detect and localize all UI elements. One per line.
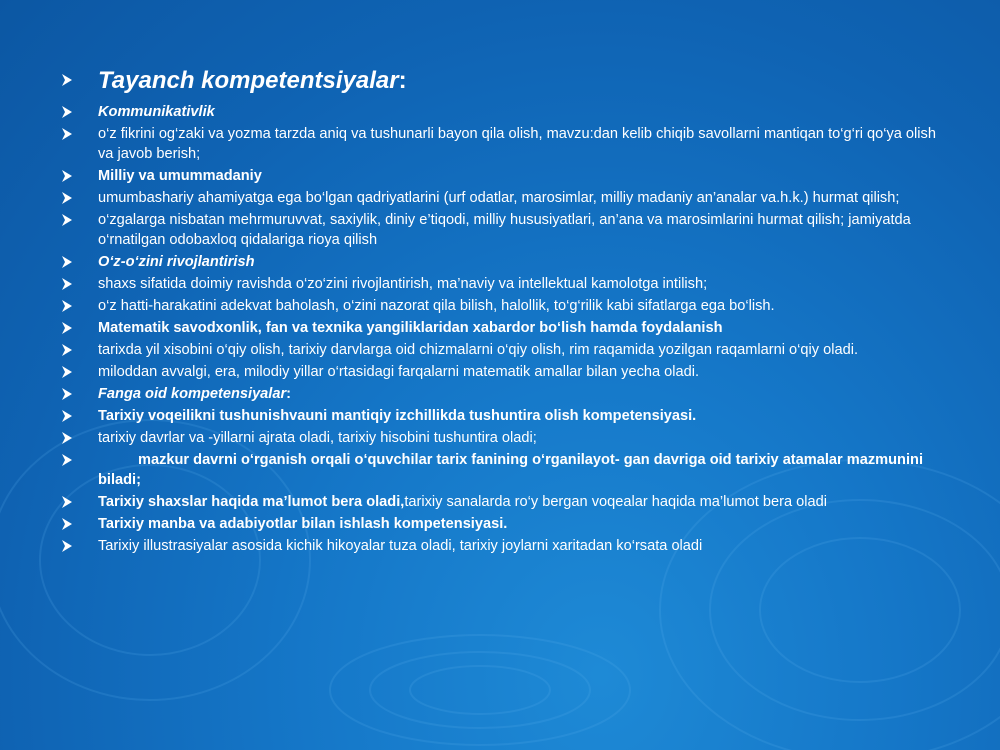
list-item — [60, 362, 940, 382]
list-item-text: tarixda yil xisobini o‘qiy olish, tarixiy darvlarga oid chizmalarni o‘qiy olish, rim raqamida yozilgan raqamlarni o‘qiy oladi. — [98, 342, 859, 358]
list-item-text: Tarixiy manba va adabiyotlar bilan ishlash kompetensiyasi. — [98, 516, 508, 532]
arrow-bullet-icon — [60, 168, 74, 184]
arrow-bullet-icon — [60, 276, 74, 292]
list-item — [60, 124, 940, 164]
list-item — [60, 428, 940, 448]
list-item — [60, 450, 940, 490]
list-item-text: Tarixiy illustrasiyalar asosida kichik hikoyalar tuza oladi, tarixiy joylarni xaritadan ko‘rsata oladi — [98, 538, 703, 554]
arrow-bullet-icon — [60, 494, 74, 510]
list-item-text: Matematik savodxonlik, fan va texnika yangiliklaridan xabardor bo‘lish hamda foydalanish — [98, 320, 723, 336]
list-item — [60, 536, 940, 556]
slide-title: Tayanch kompetentsiyalar: — [60, 66, 940, 96]
list-item-text: Milliy va umummadaniy — [98, 168, 262, 184]
list-item — [60, 318, 940, 338]
arrow-bullet-icon — [60, 254, 74, 270]
list-item — [60, 102, 940, 122]
list-item-text: Fanga oid kompetensiyalar: — [98, 386, 292, 402]
list-item — [60, 252, 940, 272]
list-item-text: umumbashariy ahamiyatga ega bo‘lgan qadriyatlarini (urf odatlar, marosimlar, milliy madaniy an’analar va.h.k.) hurmat qilish; — [98, 190, 900, 206]
list-item — [60, 384, 940, 404]
arrow-bullet-icon — [60, 126, 74, 142]
list-item — [60, 166, 940, 186]
list-item — [60, 210, 940, 250]
list-item-text: O‘z-o‘zini rivojlantirish — [98, 254, 255, 270]
arrow-bullet-icon — [60, 538, 74, 554]
list-item — [60, 274, 940, 294]
arrow-bullet-icon — [60, 298, 74, 314]
arrow-bullet-icon — [60, 452, 74, 468]
list-item-text: shaxs sifatida doimiy ravishda o‘zo‘zini rivojlantirish, ma’naviy va intellektual kamolotga intilish; — [98, 276, 708, 292]
list-item — [60, 188, 940, 208]
arrow-bullet-icon — [60, 364, 74, 380]
list-item-text: tarixiy davrlar va -yillarni ajrata oladi, tarixiy hisobini tushuntira oladi; — [98, 430, 537, 446]
list-item — [60, 296, 940, 316]
list-item — [60, 340, 940, 360]
list-item — [60, 492, 940, 512]
list-item-text: o‘zgalarga nisbatan mehrmuruvvat, saxiylik, diniy e’tiqodi, milliy hususiyatlari, an’ana va marosimlarini hurmat qilish; jamiyatda o‘rnatilgan odobaxloq qidalariga rioya qilish — [98, 212, 911, 248]
arrow-bullet-icon — [60, 212, 74, 228]
list-item-text: miloddan avvalgi, era, milodiy yillar o‘rtasidagi farqalarni matematik amallar bilan yecha oladi. — [98, 364, 700, 380]
list-item-text: o‘z fikrini og‘zaki va yozma tarzda aniq va tushunarli bayon qila olish, mavzu:dan kelib chiqib savollarni mantiqan to‘g‘ri qo‘ya olish va javob berish; — [98, 126, 936, 162]
list-item-text: Kommunikativlik — [98, 104, 215, 120]
list-item — [60, 514, 940, 534]
arrow-bullet-icon — [60, 408, 74, 424]
arrow-bullet-icon — [60, 104, 74, 120]
list-item-text: Tarixiy shaxslar haqida ma’lumot bera oladi,tarixiy sanalarda ro‘y bergan voqealar haqida ma’lumot bera oladi — [98, 494, 827, 510]
list-item-text: Tarixiy voqeilikni tushunishvauni mantiqiy izchillikda tushuntira olish kompetensiyasi. — [98, 408, 697, 424]
arrow-bullet-icon — [60, 190, 74, 206]
list-item — [60, 406, 940, 426]
arrow-bullet-icon — [60, 430, 74, 446]
arrow-bullet-icon — [60, 516, 74, 532]
list-item-text: mazkur davrni o‘rganish orqali o‘quvchilar tarix fanining o‘rganilayot- gan davriga oid tarixiy atamalar mazmunini biladi; — [98, 452, 923, 488]
arrow-bullet-icon — [60, 72, 74, 88]
arrow-bullet-icon — [60, 386, 74, 402]
arrow-bullet-icon — [60, 342, 74, 358]
list-item-text: o‘z hatti-harakatini adekvat baholash, o‘zini nazorat qila bilish, halollik, to‘g‘rilik kabi sifatlarga ega bo‘lish. — [98, 298, 775, 314]
arrow-bullet-icon — [60, 320, 74, 336]
slide-content — [60, 66, 940, 558]
